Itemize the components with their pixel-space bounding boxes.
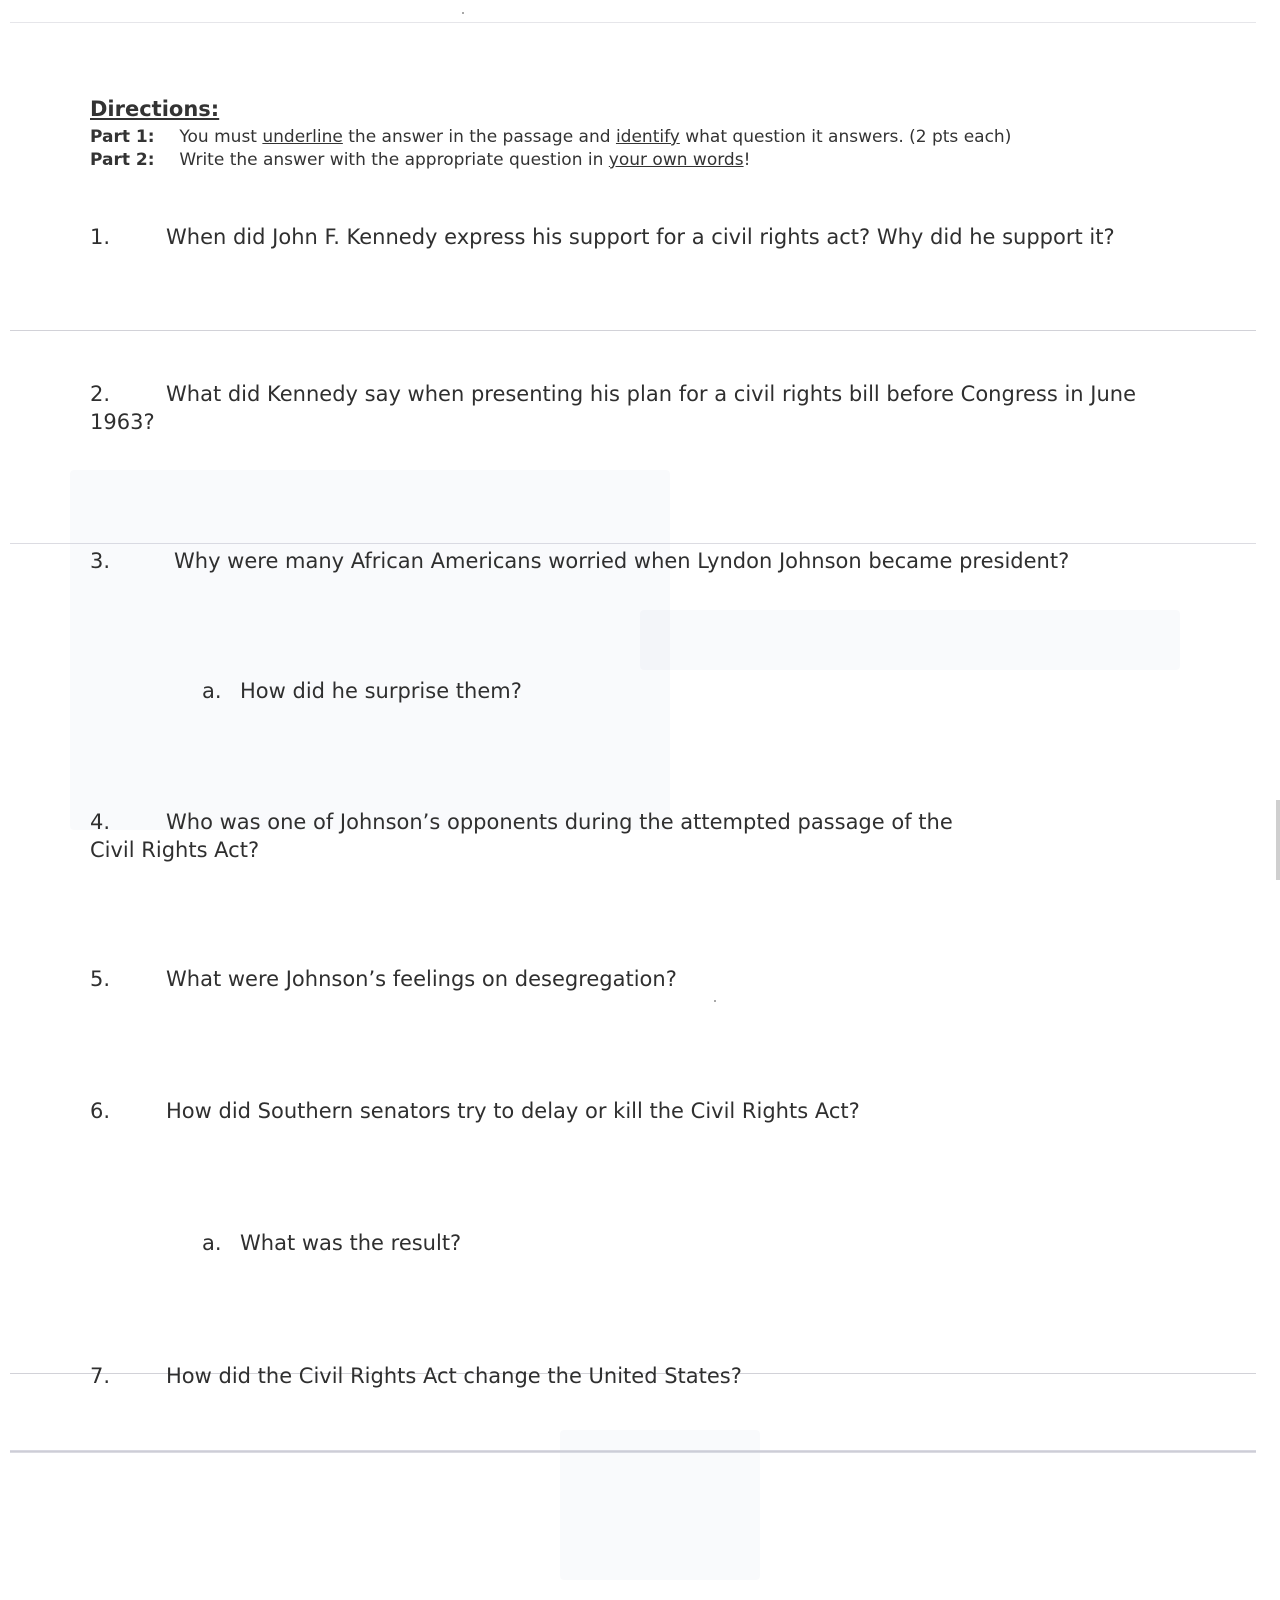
question-text: How did the Civil Rights Act change the United States? xyxy=(166,1364,742,1388)
question-3 xyxy=(90,547,1190,575)
sub-question-text: What was the result? xyxy=(240,1231,462,1255)
question-4 xyxy=(90,808,1190,864)
directions-title: Directions: xyxy=(90,97,220,121)
question-number: 4. xyxy=(90,810,111,834)
scan-edge xyxy=(1276,800,1280,880)
question-text: Who was one of Johnson’s opponents during the attempted passage of the xyxy=(166,810,953,834)
part-2-text: ! xyxy=(743,150,751,170)
sub-question-text: How did he surprise them? xyxy=(240,679,522,703)
question-text: Why were many African Americans worried when Lyndon Johnson became president? xyxy=(174,549,1070,573)
scan-line xyxy=(10,330,1256,331)
show-through-area xyxy=(70,470,670,830)
sub-question-letter: a. xyxy=(202,679,222,703)
part-1-underlined-word: underline xyxy=(262,127,343,147)
question-7 xyxy=(90,1362,1190,1390)
sub-question-letter: a. xyxy=(202,1231,222,1255)
scan-speck xyxy=(714,1000,716,1002)
part-2-underlined-phrase: your own words xyxy=(608,150,744,170)
question-text: When did John F. Kennedy express his support for a civil rights act? Why did he support it? xyxy=(166,225,1115,249)
question-2 xyxy=(90,380,1190,436)
part-1-label: Part 1: xyxy=(90,127,155,147)
question-line xyxy=(90,808,1190,836)
question-3a xyxy=(202,677,522,705)
question-number: 6. xyxy=(90,1099,111,1123)
question-text-line-2: Civil Rights Act? xyxy=(90,838,260,862)
show-through-area xyxy=(560,1430,760,1580)
part-1-underlined-word: identify xyxy=(615,127,680,147)
question-number: 3. xyxy=(90,549,111,573)
question-6a xyxy=(202,1229,461,1257)
part-1-text: the answer in the passage and xyxy=(348,127,611,147)
part-1-text: You must xyxy=(179,127,257,147)
question-number: 7. xyxy=(90,1364,111,1388)
part-1-text: what question it answers. (2 pts each) xyxy=(685,127,1012,147)
show-through-area xyxy=(640,610,1180,670)
part-2-text: Write the answer with the appropriate question in xyxy=(179,150,604,170)
part-2-label: Part 2: xyxy=(90,150,155,170)
question-6 xyxy=(90,1097,1190,1125)
directions-block xyxy=(90,96,1190,172)
question-number: 1. xyxy=(90,225,111,249)
question-number: 2. xyxy=(90,382,111,406)
question-text: How did Southern senators try to delay or kill the Civil Rights Act? xyxy=(166,1099,860,1123)
part-2-line xyxy=(90,149,1190,172)
question-text: What were Johnson’s feelings on desegregation? xyxy=(166,967,677,991)
question-5 xyxy=(90,965,1190,993)
question-number: 5. xyxy=(90,967,111,991)
scan-speck xyxy=(462,12,464,14)
scan-line-top xyxy=(10,22,1256,23)
part-1-line xyxy=(90,126,1190,149)
question-text: What did Kennedy say when presenting his plan for a civil rights bill before Congress in June 1963? xyxy=(90,382,1137,434)
question-1 xyxy=(90,223,1190,251)
